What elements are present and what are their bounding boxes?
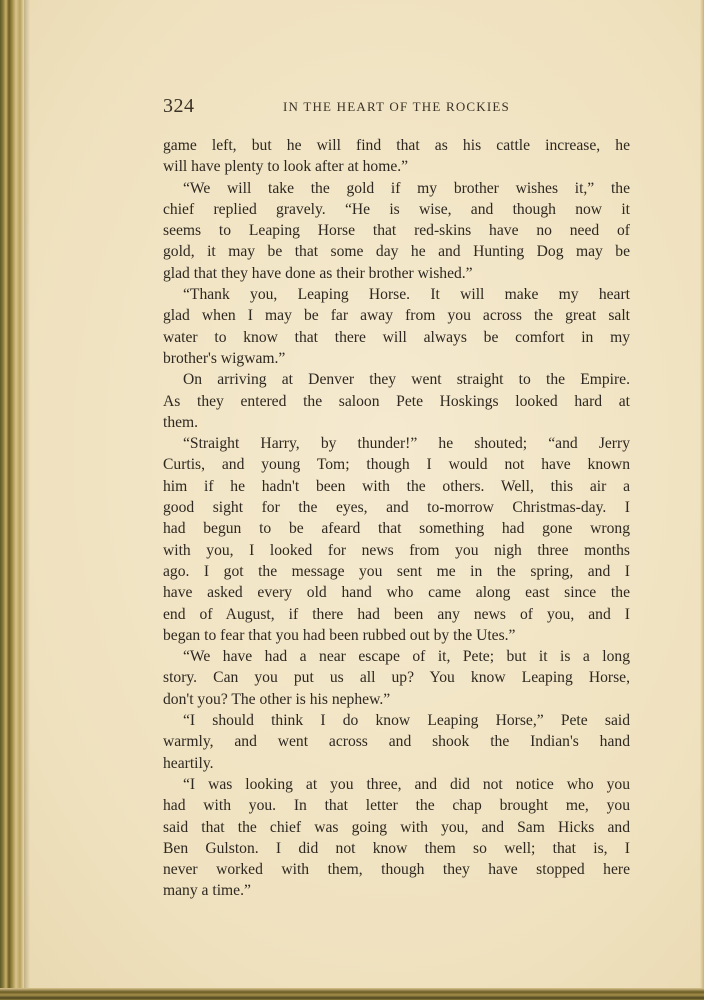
text-line: had begun to be afeard that something had gone wrong — [163, 520, 630, 538]
text-line: with you, I looked for news from you nigh three months — [163, 541, 630, 559]
text-line: glad that they have done as their brother wished.” — [163, 264, 473, 282]
running-head: IN THE HEART OF THE ROCKIES — [283, 99, 510, 114]
text-line: have asked every old hand who came along east since the — [163, 584, 630, 602]
text-line: end of August, if there had been any news of you, and I — [163, 605, 630, 623]
text-line: On arriving at Denver they went straight to the Empire. — [183, 371, 630, 389]
text-line: seems to Leaping Horse that red-skins have no need of — [163, 222, 630, 240]
text-line: began to fear that you had been rubbed out by the Utes.” — [163, 626, 516, 644]
text-line: ago. I got the message you sent me in the spring, and I — [163, 562, 630, 580]
text-line: many a time.” — [163, 882, 251, 900]
page-header — [163, 95, 630, 125]
text-line: him if he hadn't been with the others. Well, this air a — [163, 477, 630, 495]
text-line: had with you. In that letter the chap brought me, you — [163, 797, 630, 815]
text-line: game left, but he will find that as his cattle increase, he — [163, 137, 630, 154]
binding-shadow — [24, 0, 30, 1000]
text-line: them. — [163, 413, 199, 431]
text-line: water to know that there will always be comfort in my — [163, 328, 630, 346]
text-line: chief replied gravely. “He is wise, and though now it — [163, 200, 630, 218]
text-line: never worked with them, though they have stopped here — [163, 861, 630, 879]
text-line: brother's wigwam.” — [163, 349, 286, 367]
text-line: will have plenty to look after at home.” — [163, 158, 409, 176]
text-line: warmly, and went across and shook the Indian's hand — [163, 733, 630, 751]
text-line: glad when I may be far away from you across the great salt — [163, 307, 630, 325]
text-line: story. Can you put us all up? You know Leaping Horse, — [163, 669, 630, 687]
page-edge-bottom — [0, 988, 704, 1000]
body-text — [163, 135, 630, 902]
text-line: “Straight Harry, by thunder!” he shouted; “and Jerry — [183, 435, 630, 453]
text-line: “We will take the gold if my brother wishes it,” the — [183, 179, 630, 197]
text-line: “We have had a near escape of it, Pete; but it is a long — [183, 648, 630, 666]
text-line: As they entered the saloon Pete Hoskings looked hard at — [163, 392, 630, 410]
book-binding — [0, 0, 24, 1000]
text-line: good sight for the eyes, and to-morrow Christmas-day. I — [163, 499, 630, 517]
text-line: “I was looking at you three, and did not notice who you — [183, 775, 630, 793]
text-line: gold, it may be that some day he and Hunting Dog may be — [163, 243, 630, 261]
page-edge-right — [700, 0, 704, 1000]
page-number: 324 — [163, 95, 195, 117]
text-line: “I should think I do know Leaping Horse,” Pete said — [183, 712, 630, 730]
text-line: heartily. — [163, 754, 214, 772]
text-line: Ben Gulston. I did not know them so well; that is, I — [163, 839, 630, 857]
text-line: “Thank you, Leaping Horse. It will make my heart — [183, 286, 630, 304]
text-line: don't you? The other is his nephew.” — [163, 690, 391, 708]
text-line: Curtis, and young Tom; though I would not have known — [163, 456, 630, 474]
text-line: said that the chief was going with you, and Sam Hicks and — [163, 818, 630, 836]
